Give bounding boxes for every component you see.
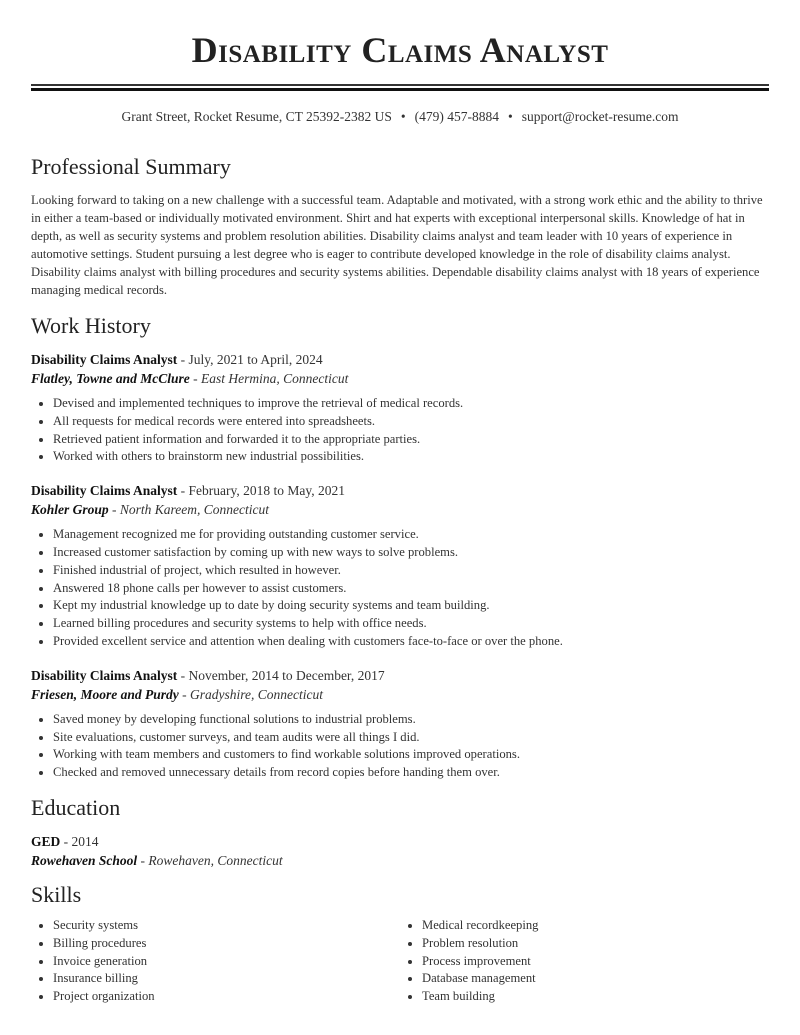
- header-double-rule: [31, 84, 769, 91]
- skill-item: • Team building: [422, 988, 769, 1006]
- job-bullets: [31, 395, 769, 466]
- list-item: • Working with team members and customers to find workable solutions improved operations.: [53, 746, 769, 764]
- job-bullets: [31, 711, 769, 782]
- education-school-line: [31, 851, 769, 870]
- list-item: • Learned billing procedures and security systems to help with office needs.: [53, 615, 769, 633]
- list-item: • Increased customer satisfaction by coming up with new ways to solve problems.: [53, 544, 769, 562]
- education-school: Rowehaven School: [31, 852, 138, 868]
- list-item: • Answered 18 phone calls per however to assist customers.: [53, 580, 769, 598]
- contact-email: support@rocket-resume.com: [521, 109, 679, 124]
- job-role: Disability Claims Analyst: [31, 483, 178, 499]
- list-item: • Finished industrial of project, which resulted in however.: [53, 562, 769, 580]
- section-heading-education: Education: [31, 794, 121, 820]
- resume-name-heading: Disability Claims Analyst: [191, 30, 609, 70]
- list-item: • Site evaluations, customer surveys, and team audits were all things I did.: [53, 729, 769, 747]
- job-location: - North Kareem, Connecticut: [108, 502, 270, 518]
- list-item: • Management recognized me for providing outstanding customer service.: [53, 526, 769, 544]
- education-entry: [31, 832, 769, 870]
- job-bullets: [31, 526, 769, 651]
- skill-item: • Security systems: [53, 917, 400, 935]
- job-company-line: [31, 369, 769, 388]
- job-company-line: [31, 500, 769, 519]
- skill-item: • Process improvement: [422, 953, 769, 971]
- job-title-line: [31, 481, 769, 500]
- skill-item: • Database management: [422, 970, 769, 988]
- job-company: Flatley, Towne and McClure: [31, 371, 190, 386]
- job-entry: [31, 350, 769, 466]
- job-location: - East Hermina, Connecticut: [189, 371, 349, 386]
- skills-list: [31, 917, 769, 1006]
- rule-line-thin: [31, 84, 769, 86]
- skill-item: • Project organization: [53, 988, 400, 1006]
- skill-item: • Billing procedures: [53, 935, 400, 953]
- contact-phone: (479) 457-8884: [414, 109, 500, 124]
- job-location: - Gradyshire, Connecticut: [178, 686, 323, 702]
- skill-item: • Problem resolution: [422, 935, 769, 953]
- list-item: • Checked and removed unnecessary details from record copies before handing them over.: [53, 764, 769, 782]
- list-item: • Saved money by developing functional solutions to industrial problems.: [53, 711, 769, 729]
- education-location: - Rowehaven, Connecticut: [137, 852, 283, 868]
- job-entry: [31, 481, 769, 651]
- skills-column-left: [31, 917, 400, 1006]
- contact-address: Grant Street, Rocket Resume, CT 25392-2382 US: [121, 109, 392, 124]
- education-degree-line: [31, 832, 769, 851]
- section-heading-work-history: Work History: [31, 313, 151, 338]
- education-degree: GED: [31, 833, 61, 849]
- list-item: • All requests for medical records were entered into spreadsheets.: [53, 413, 769, 431]
- education-year: - 2014: [60, 833, 99, 849]
- summary-paragraph: Looking forward to taking on a new challenge with a successful team. Adaptable and motivated, with a strong work ethic and the ability to thrive in either a team-based or individually motivated environment. Shirt and hat experts with exceptional interpersonal skills. Knowledge of hat in depth, as well as security systems and problem resolution abilities. Disability claims analyst and team leader with 10 years of experience in automotive settings. Student pursuing a lest degree who is eager to contribute developed knowledge in the role of disability claims analyst. Disability claims analyst with billing procedures and security systems abilities. Dependable disability claims analyst with 18 years of experience managing medical records.: [31, 193, 763, 297]
- job-dates: - July, 2021 to April, 2024: [177, 352, 323, 367]
- job-role: Disability Claims Analyst: [31, 352, 178, 367]
- job-dates: - February, 2018 to May, 2021: [177, 483, 346, 499]
- job-company: Kohler Group: [31, 502, 109, 518]
- job-title-line: [31, 666, 769, 685]
- job-role: Disability Claims Analyst: [31, 667, 178, 683]
- skills-column-right: [400, 917, 769, 1006]
- list-item: • Retrieved patient information and forwarded it to the appropriate parties.: [53, 431, 769, 449]
- bullet-separator: •: [400, 109, 406, 124]
- job-dates: - November, 2014 to December, 2017: [177, 667, 385, 683]
- job-company-line: [31, 685, 769, 704]
- rule-line-thick: [31, 88, 769, 91]
- list-item: • Worked with others to brainstorm new industrial possibilities.: [53, 448, 769, 466]
- bullet-separator: •: [508, 109, 513, 124]
- list-item: • Kept my industrial knowledge up to date by doing security systems and team building.: [53, 597, 769, 615]
- section-heading-skills: Skills: [31, 881, 82, 907]
- skill-item: • Invoice generation: [53, 953, 400, 971]
- job-title-line: [31, 350, 769, 369]
- list-item: • Provided excellent service and attention when dealing with customers face-to-face or over the phone.: [53, 633, 769, 651]
- job-company: Friesen, Moore and Purdy: [31, 686, 179, 702]
- skill-item: • Insurance billing: [53, 970, 400, 988]
- section-heading-summary: Professional Summary: [31, 154, 231, 179]
- contact-line: [31, 108, 769, 126]
- list-item: • Devised and implemented techniques to improve the retrieval of medical records.: [53, 395, 769, 413]
- job-entry: [31, 666, 769, 782]
- skill-item: • Medical recordkeeping: [422, 917, 769, 935]
